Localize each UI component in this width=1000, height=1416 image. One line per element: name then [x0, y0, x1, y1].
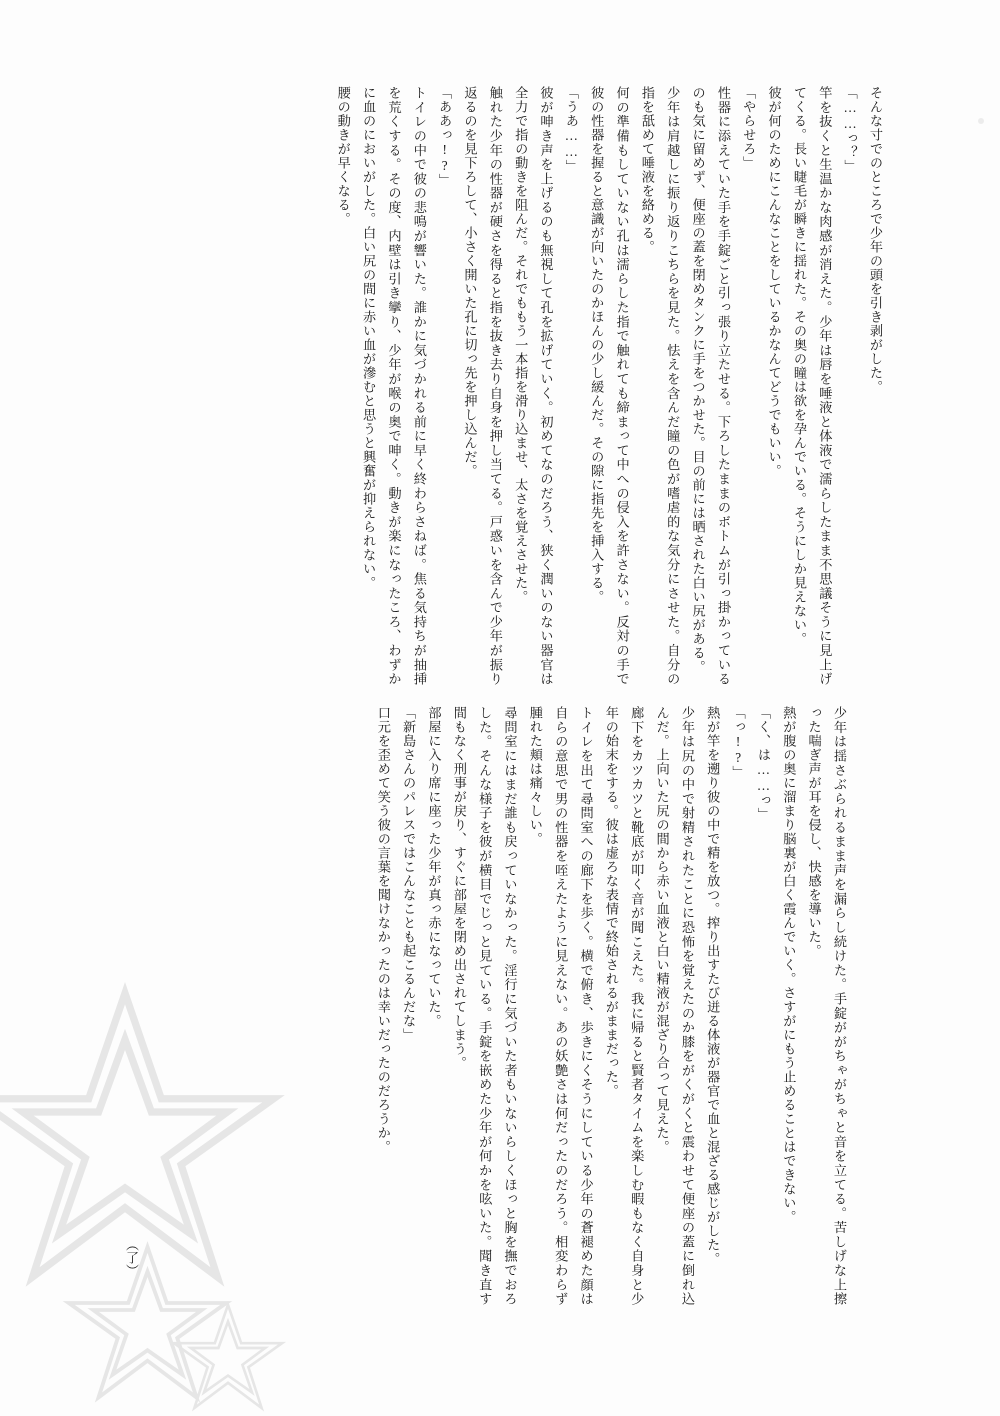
paragraph: そんな寸でのところで少年の頭を引き剥がした。	[868, 86, 883, 394]
body-text-upper	[98, 86, 888, 686]
paragraph: 「く、は……っ」	[755, 706, 771, 822]
paragraph: 少年は肩越しに振り返りこちらを見た。怯えを含んだ瞳の色が嗜虐的な気分にさせた。自分の指を舐めて唾液を絡める。	[639, 86, 681, 686]
paragraph: 「……っ？」	[842, 86, 858, 174]
paragraph: トイレの中で彼の悲鳴が響いた。誰かに気づかれる前に早く終わらさねば。焦る気持ちが抽挿を荒くする。その度、内壁は引き攣り、少年が喉の奥で呻く。動きが楽になったころ、わずかに血のにおいがした。白い尻の間に赤い血が滲むと思うと興奮が抑えられない。	[361, 86, 427, 686]
paragraph: 竿を抜くと生温かな肉感が消えた。少年は唇を唾液と体液で濡らしたまま不思議そうに見上げてくる。長い睫毛が瞬きに揺れた。その奥の瞳は欲を孕んでいる。そうにしか見えない。	[791, 86, 833, 686]
paragraph: 口元を歪めて笑う彼の言葉を聞けなかったのは幸いだったのだろうか。	[375, 706, 391, 1154]
paragraph: 性器に添えていた手を手錠ごと引っ張り立たせる。下ろしたままのボトムが引っ掛かっているのも気に留めず、便座の蓋を閉めタンクに手をつかせた。目の前には晒された白い尻がある。	[690, 86, 731, 686]
paragraph: 腰の動きが早くなる。	[335, 86, 351, 226]
paragraph: 彼が呻き声を上げるのも無視して孔を拡げていく。初めてなのだろう、狭く潤いのない器官は全力で指の動きを阻んだ。それでももう一本指を滑り込ませ、太さを覚えさせた。	[513, 86, 554, 686]
corner-dot-decoration	[978, 118, 984, 124]
paragraph: 少年は揺さぶられるまま声を漏らし続けた。手錠ががちゃがちゃと音を立てる。苦しげな上擦った喘ぎ声が耳を侵し、快感を導いた。	[806, 706, 847, 1306]
paragraph: 尋問室にはまだ誰も戻っていなかった。淫行に気づいた者もいないらしくほっと胸を撫でおろした。そんな様子を彼が横目でじっと見ている。手錠を嵌めた少年が何かを呟いた。聞き直す間もなく刑事が戻り、すぐに部屋を閉め出されてしまう。	[451, 706, 518, 1306]
paragraph: 彼が何のためにこんなことをしているかなんてどうでもいい。	[766, 86, 782, 478]
paragraph: 触れた少年の性器が硬さを得ると指を抜き去り自身を押し当てる。戸惑いを含んで少年が振り返るのを見下ろして、小さく開いた孔に切っ先を押し込んだ。	[462, 86, 503, 686]
paragraph: 「ああっ!?」	[437, 86, 453, 188]
star-watermark-small	[168, 1300, 288, 1416]
paragraph: 熱が竿を遡り彼の中で精を放つ。搾り出すたび迸る体液が器官で血と混ざる感じがした。	[705, 706, 721, 1266]
paragraph: 「うあ……」	[563, 86, 579, 174]
paragraph: トイレを出て尋問室への廊下を歩く。横で俯き、歩きにくそうにしている少年の蒼褪めた顔は自らの意思で男の性器を咥えたように見えない。あの妖艶さは何だったのだろう。相変わらず腫れた頬は痛々しい。	[527, 706, 594, 1306]
paragraph: 「やらせろ」	[741, 86, 757, 170]
paragraph: 廊下をカツカツと靴底が叩く音が聞こえた。我に帰ると賢者タイムを楽しむ暇もなく自身と少年の始末をする。彼は虚ろな表情で終始されるがままだった。	[603, 706, 645, 1306]
body-text-lower	[152, 706, 852, 1306]
paragraph: 部屋に入り席に座った少年が真っ赤になっていた。	[426, 706, 442, 1028]
paragraph: 少年は尻の中で射精されたことに恐怖を覚えたのか膝をがくがくと震わせて便座の蓋に倒れ込んだ。上向いた尻の間から赤い血液と白い精液が混ざり合って見えた。	[654, 706, 695, 1306]
paragraph: 熱が腹の奥に溜まり脳裏が白く霞んでいく。さすがにもう止めることはできない。	[781, 706, 797, 1224]
paragraph: 何の準備もしていない孔は濡らした指で触れても締まって中への侵入を許さない。反対の手で彼の性器を握ると意識が向いたのかほんの少し緩んだ。その隙に指先を挿入する。	[589, 86, 630, 686]
end-mark: （了）	[124, 1238, 139, 1277]
paragraph: 「っ!?」	[730, 706, 746, 780]
paragraph: 「新島さんのパレスではこんなことも起こるんだな」	[401, 706, 417, 1042]
